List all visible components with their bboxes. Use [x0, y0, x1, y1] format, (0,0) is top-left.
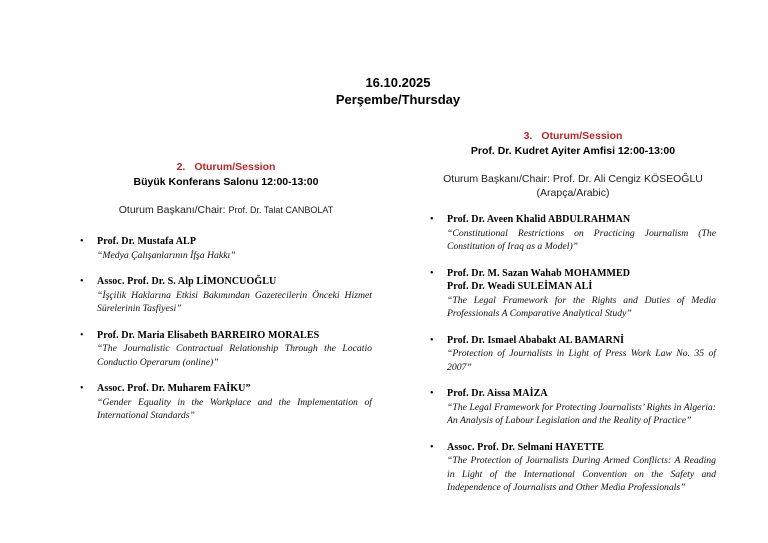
session-3-title [430, 129, 716, 144]
bullet-icon: • [80, 329, 84, 341]
presentation-title: “Medya Çalışanlarının İfşa Hakkı” [97, 249, 236, 261]
chair-label: Oturum Başkanı/Chair: [118, 204, 226, 216]
session-2-header [80, 160, 372, 190]
speaker-name: Prof. Dr. M. Sazan Wahab MOHAMMED [447, 267, 631, 279]
presentation-title: “The Legal Framework for the Rights and Duties of Media Professionals A Comparative Analytical Study” [447, 294, 716, 319]
bullet-icon: • [430, 267, 434, 279]
speaker-entry [447, 213, 716, 254]
speaker-item [430, 387, 716, 428]
session-2-column [80, 160, 372, 436]
session-2-title [80, 160, 372, 175]
speaker-name: Assoc. Prof. Dr. S. Alp LİMONCUOĞLU [97, 276, 277, 287]
speaker-item [80, 382, 372, 423]
speaker-name: Prof. Dr. Ismael Ababakt AL BAMARNİ [447, 334, 625, 346]
session-3-chair [430, 172, 716, 200]
session-2-number: 2. [176, 161, 186, 173]
speaker-item [430, 441, 716, 495]
session-3-header [430, 129, 716, 159]
chair-label: Oturum Başkanı/Chair: [443, 173, 550, 185]
bullet-icon: • [80, 276, 84, 287]
speaker-entry [97, 235, 372, 262]
session-3-number: 3. [523, 130, 533, 142]
speaker-entry [447, 441, 716, 495]
presentation-title: “Constitutional Restrictions on Practicing Journalism (The Constitution of Iraq as a Model)” [447, 227, 716, 252]
bullet-icon: • [430, 388, 434, 399]
speaker-item [80, 235, 372, 262]
session-3-speaker-list [430, 213, 716, 495]
presentation-title: “The Protection of Journalists During Armed Conflicts: A Reading in Light of the International Convention on the Safety and Independence of Journalists and Other Media Professionals” [447, 455, 716, 493]
speaker-name: Prof. Dr. Maria Elisabeth BARREIRO MORALES [97, 329, 320, 341]
speaker-entry [447, 267, 716, 321]
date-header [80, 74, 716, 108]
bullet-icon: • [430, 214, 434, 225]
bullet-icon: • [80, 236, 84, 247]
speaker-entry [97, 382, 372, 423]
bullet-icon: • [430, 441, 434, 453]
speaker-item [80, 275, 372, 316]
speaker-item [430, 334, 716, 375]
session-3-label: Oturum/Session [541, 130, 623, 142]
presentation-title: “The Journalistic Contractual Relationship Through the Locatio Conductio Operarum (online)” [97, 343, 372, 368]
session-2-chair [80, 203, 372, 217]
speaker-item [430, 213, 716, 254]
speaker-entry [447, 334, 716, 375]
chair-language-note: (Arapça/Arabic) [536, 187, 610, 199]
presentation-title: “İşçilik Haklarına Etkisi Bakımından Gazetecilerin Önceki Hizmet Sürelerinin Tasfiyesi” [97, 289, 372, 314]
speaker-name: Prof. Dr. Weadi SULEİMAN ALİ [447, 281, 593, 292]
day-text: Perşembe/Thursday [335, 92, 461, 107]
presentation-title: “Protection of Journalists in Light of Press Work Law No. 35 of 2007” [447, 348, 716, 373]
speaker-entry [447, 387, 716, 428]
bullet-icon: • [80, 383, 84, 394]
presentation-title: “Gender Equality in the Workplace and the Implementation of International Standards” [97, 396, 372, 421]
speaker-name: Assoc. Prof. Dr. Muharem FAİKU” [97, 383, 251, 394]
bullet-icon: • [430, 334, 434, 346]
session-2-label: Oturum/Session [194, 161, 276, 173]
presentation-title: “The Legal Framework for Protecting Journalists’ Rights in Algeria: An Analysis of Labour Legislation and the Reality of Practice” [447, 401, 716, 426]
speaker-entry [97, 275, 372, 316]
chair-name: Prof. Dr. Talat CANBOLAT [228, 205, 334, 215]
session-2-speaker-list [80, 235, 372, 423]
chair-line [430, 172, 716, 186]
speaker-item [80, 329, 372, 370]
speaker-item [430, 267, 716, 321]
date-text: 16.10.2025 [365, 75, 431, 90]
speaker-name: Assoc. Prof. Dr. Selmani HAYETTE [447, 441, 605, 453]
speaker-name: Prof. Dr. Aissa MAİZA [447, 388, 548, 399]
chair-name: Prof. Dr. Ali Cengiz KÖSEOĞLU [552, 173, 703, 185]
speaker-name: Prof. Dr. Aveen Khalid ABDULRAHMAN [447, 214, 631, 225]
speaker-name: Prof. Dr. Mustafa ALP [97, 236, 197, 247]
speaker-entry [97, 329, 372, 370]
session-2-venue: Büyük Konferans Salonu 12:00-13:00 [133, 176, 319, 188]
session-3-venue: Prof. Dr. Kudret Ayiter Amfisi 12:00-13:00 [470, 145, 676, 157]
session-3-column [430, 129, 716, 508]
